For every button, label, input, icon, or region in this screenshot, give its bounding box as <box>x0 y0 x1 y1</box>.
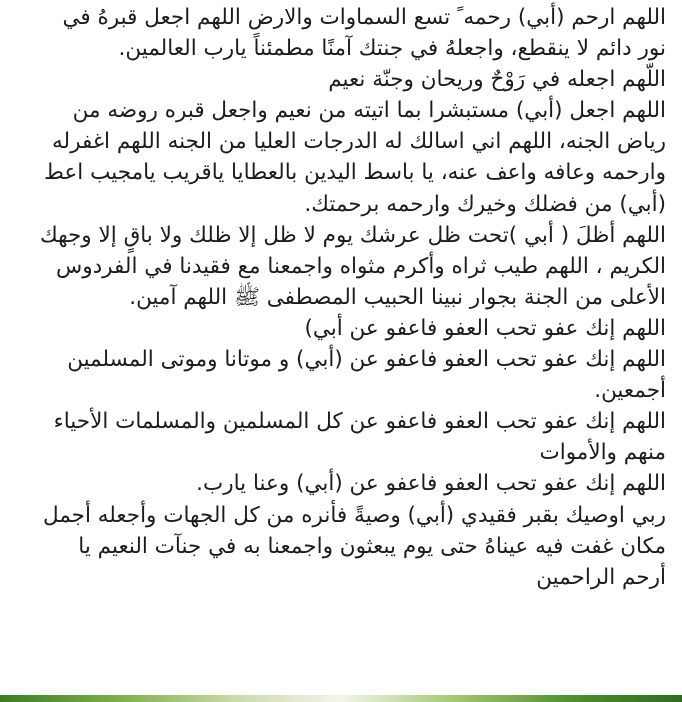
prayer-paragraph-5: اللهم إنك عفو تحب العفو فاعفو عن أبي) <box>304 315 666 341</box>
prayer-paragraph-7: اللهم إنك عفو تحب العفو فاعفو عن كل المسلمين والمسلمات الأحياء منهم والأموات <box>53 409 666 466</box>
prayer-paragraph-9: ربي اوصيك بقبر فقيدي (أبي) وصيةً فأنره من كل الجهات وأجعله أجمل مكان غفت فيه عيناهُ حتى يوم يبعثون واجمعنا به في جنآت النعيم يا أرحم الراحمين <box>42 502 666 590</box>
prayer-paragraph-2: اللّهم اجعله في رَوْحٌ وريحان وجنّة نعيم <box>328 67 666 93</box>
prayer-paragraph-1: اللهم ارحم (أبي) رحمه ً تسع السماوات والارض اللهم اجعل قبرهُ في نور دائم لا ينقطع، واجعلهُ في جنتك آمنًا مطمئناً يارب العالمين. <box>62 5 666 62</box>
prayer-paragraph-8: اللهم إنك عفو تحب العفو فاعفو عن (أبي) وعنا يارب. <box>196 471 666 497</box>
prayer-text <box>30 2 666 593</box>
bottom-image-strip <box>0 695 682 702</box>
prayer-paragraph-6: اللهم إنك عفو تحب العفو فاعفو عن (أبي) و موتانا وموتى المسلمين أجمعين. <box>67 347 666 404</box>
prayer-paragraph-4: اللهم أظلَ ( أبي )تحت ظل عرشك يوم لا ظل إلا ظلك ولا باقٍ إلا وجهك الكريم ، اللهم طيب ثراه وأكرم مثواه واجمعنا مع فقيدنا في الفردوس الأعلى من الجنة بجوار نبينا الحبيب المصطفى ﷺ اللهم آمين. <box>39 222 666 310</box>
prayer-paragraph-3: اللهم اجعل (أبي) مستبشرا بما اتيته من نعيم واجعل قبره روضه من رياض الجنه، اللهم اني اسالك له الدرجات العليا من الجنه اللهم اغفرله وارحمه وعافه واعف عنه، يا باسط اليدين بالعطايا ياقريب يامجيب اعط (أبي) من فضلك وخيرك وارحمه برحمتك. <box>44 98 666 217</box>
